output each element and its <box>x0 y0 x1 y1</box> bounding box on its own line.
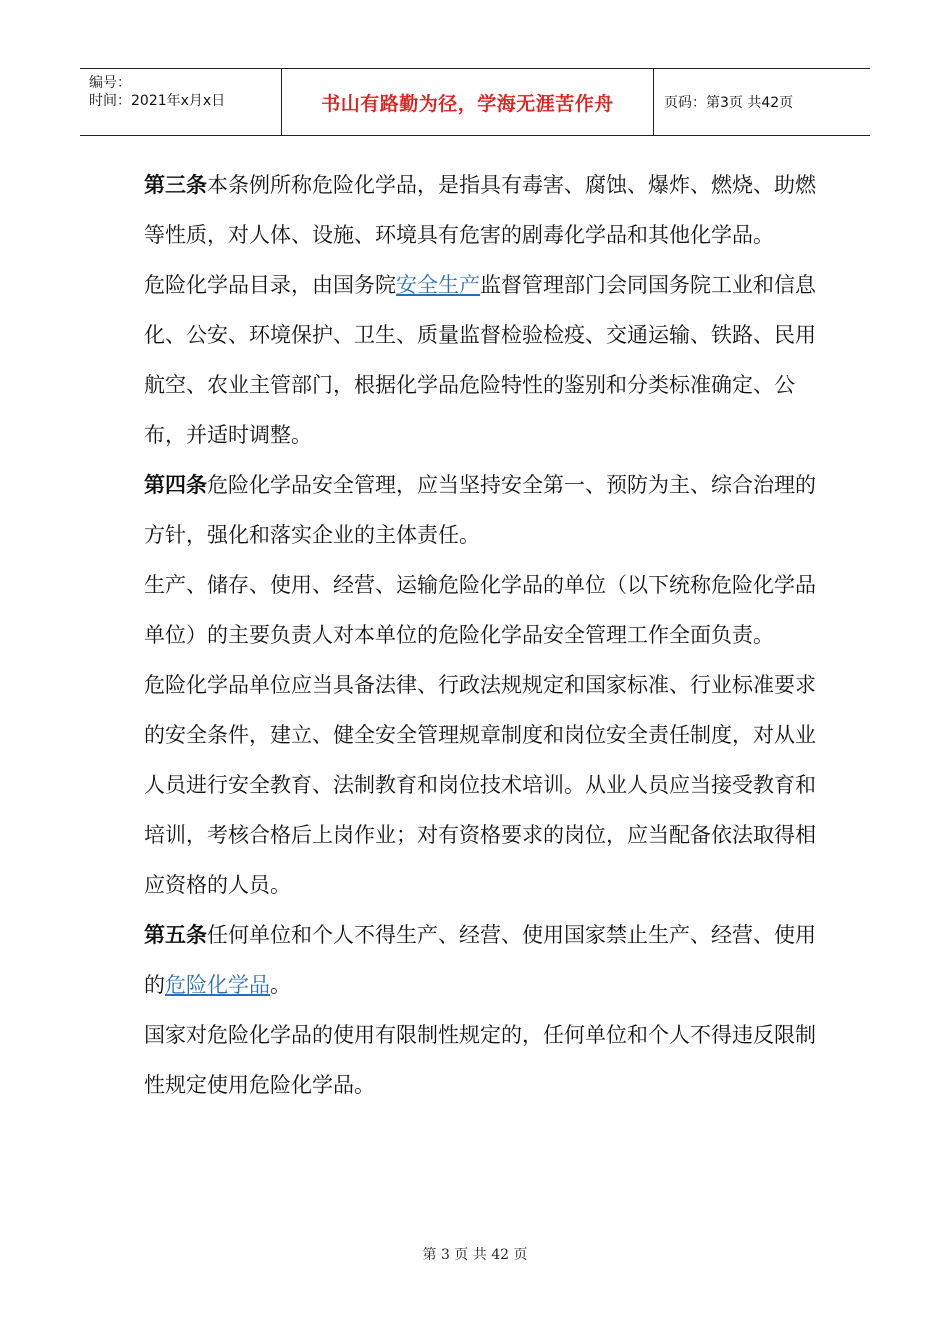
article-4-paragraph <box>144 460 824 560</box>
header-motto: 书山有路勤为径，学海无涯苦作舟 <box>282 69 654 135</box>
document-number-label: 编号： <box>89 75 131 91</box>
article-5-text-start: 任何单位和个人不得生产、经营、使用国家禁止生产、经营、使用的 <box>144 923 816 997</box>
article-3-label: 第三条 <box>144 172 207 197</box>
document-body <box>144 160 824 1110</box>
hazardous-chemicals-link[interactable]: 危险化学品 <box>165 973 270 997</box>
article-3-paragraph <box>144 160 824 260</box>
document-time-label: 时间：2021年x月x日 <box>89 93 226 109</box>
restriction-paragraph: 国家对危险化学品的使用有限制性规定的，任何单位和个人不得违反限制性规定使用危险化学品。 <box>144 1023 816 1097</box>
article-4-label: 第四条 <box>144 472 207 497</box>
article-3-text: 本条例所称危险化学品，是指具有毒害、腐蚀、爆炸、燃烧、助燃等性质，对人体、设施、环境具有危害的剧毒化学品和其他化学品。 <box>144 173 816 247</box>
header-meta <box>80 69 282 135</box>
page-footer: 第 3 页 共 42 页 <box>422 1247 528 1263</box>
article-4-text: 危险化学品安全管理，应当坚持安全第一、预防为主、综合治理的方针，强化和落实企业的主体责任。 <box>144 473 816 547</box>
page-header <box>80 68 870 136</box>
article-5-label: 第五条 <box>144 922 207 947</box>
safety-conditions-paragraph: 危险化学品单位应当具备法律、行政法规规定和国家标准、行业标准要求的安全条件，建立、健全安全管理规章制度和岗位安全责任制度，对从业人员进行安全教育、法制教育和岗位技术培训。从业人员应当接受教育和培训，考核合格后上岗作业；对有资格要求的岗位，应当配备依法取得相应资格的人员。 <box>144 673 816 897</box>
catalog-text-start: 危险化学品目录，由国务院 <box>144 273 396 297</box>
article-5-paragraph <box>144 910 824 1010</box>
catalog-paragraph <box>144 260 824 460</box>
safety-production-link[interactable]: 安全生产 <box>396 273 480 297</box>
article-5-text-end: 。 <box>270 973 291 997</box>
header-page-info: 页码：第3页 共42页 <box>664 95 794 111</box>
catalog-text-end: 监督管理部门会同国务院工业和信息化、公安、环境保护、卫生、质量监督检验检疫、交通运输、铁路、民用航空、农业主管部门，根据化学品危险特性的鉴别和分类标准确定、公布，并适时调整。 <box>144 273 816 447</box>
responsibility-paragraph: 生产、储存、使用、经营、运输危险化学品的单位（以下统称危险化学品单位）的主要负责人对本单位的危险化学品安全管理工作全面负责。 <box>144 573 816 647</box>
